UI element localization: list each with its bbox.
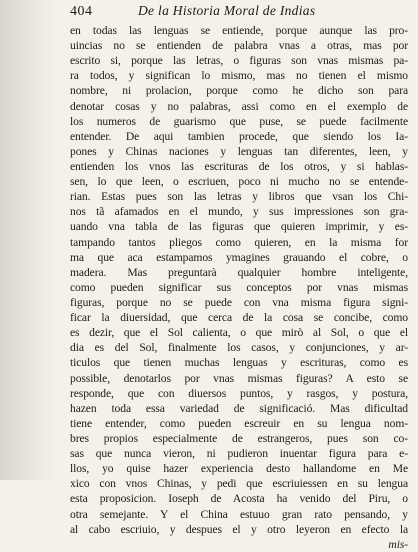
text-line: en todas las lenguas se entiende, porque aunque las pro-	[70, 24, 408, 37]
page-gutter-shadow	[0, 0, 58, 480]
text-line: al cabo escriuio, y despues el y otro leyeron en efecto la	[70, 522, 408, 536]
text-line: nos tã afamados en el mundo, y sus impressiones son gra-	[70, 205, 408, 219]
text-line: madera. Mas preguntarà qualquier hombre inteligente,	[70, 265, 408, 279]
text-line: ra todos, y significan lo mismo, mas no tienen el mismo	[70, 69, 408, 83]
text-line: xico con vnos Chinas, y pedi que escriuiessen en su lengua	[70, 477, 408, 491]
text-line: figuras, porque no se puede con vna misma figura signi-	[70, 295, 408, 309]
text-line: pones y Chinas naciones y lenguas tan diferentes, leen, y	[70, 144, 408, 158]
text-line: escrito si, porque las letras, o figuras son vnas mismas pa-	[70, 54, 408, 68]
text-line: rian. Estas pues son las letras y libros que vsan los Chi-	[70, 190, 408, 204]
text-line: tampando tantos pliegos como quieren, en la misma for	[70, 235, 408, 249]
body-text	[70, 23, 408, 552]
text-line: ma que aca estampamos ymagines grauando el cobre, o	[70, 250, 408, 264]
catchword-line	[70, 537, 408, 552]
text-line: dia es del Sol, finalmente los casos, y conjunciones, y ar-	[70, 341, 408, 355]
text-line: uincias no se entienden de palabra vnas a otras, mas por	[70, 39, 408, 53]
text-line: entender. De aqui tambien procede, que siendo los Ia-	[70, 129, 408, 143]
text-line: ficar la diuersidad, que cerca de la cosa se concibe, como	[70, 311, 408, 325]
text-line: denotar cosas y no palabras, assi como en el exemplo de	[70, 99, 408, 113]
text-line: bres propios especialmente de estrangeros, pues son co-	[70, 431, 408, 445]
text-line: llos, yo quise hazer experiencia desto hallandome en Me	[70, 462, 408, 476]
text-line: esta proposicion. Ioseph de Acosta ha venido del Piru, o	[70, 492, 408, 506]
text-line: ticulos que tienen muchas lenguas y escrituras, como es	[70, 356, 408, 370]
catchword: mis-	[388, 537, 408, 551]
text-line: responde, que con diuersos puntos, y rasgos, y postura,	[70, 386, 408, 400]
text-line: los numeros de guarismo que puse, se puede facilmente	[70, 114, 408, 128]
text-line: uando vna tabla de las figuras que quieren imprimir, y es-	[70, 220, 408, 234]
text-line: sen, lo que leen, o escriuen, poco ni mucho no se entende-	[70, 175, 408, 189]
text-line: otra semejante. Y el China estuuo gran rato pensando, y	[70, 507, 408, 521]
text-line: possible, denotarlos por vnas mismas figuras? A esto se	[70, 371, 408, 385]
text-line: nombre, ni prolacion, porque como he dicho son para	[70, 84, 408, 98]
page-header	[70, 3, 408, 21]
running-title: De la Historia Moral de Indias	[138, 3, 316, 18]
text-line: entienden los vnos las escrituras de los otros, y si hablas-	[70, 159, 408, 173]
text-line: como pueden significar sus conceptos por vnas mismas	[70, 280, 408, 294]
page-number: 404	[70, 4, 93, 19]
text-line: es dezir, que el Sol calienta, o que mirò al Sol, o que el	[70, 326, 408, 340]
text-line: hazen toda essa variedad de significació. Mas dificultad	[70, 401, 408, 415]
text-line: sas que nunca vieron, ni pudieron inuentar figura para e-	[70, 447, 408, 461]
text-line: tiene entender, como pueden escreuir en su lengua nom-	[70, 416, 408, 430]
